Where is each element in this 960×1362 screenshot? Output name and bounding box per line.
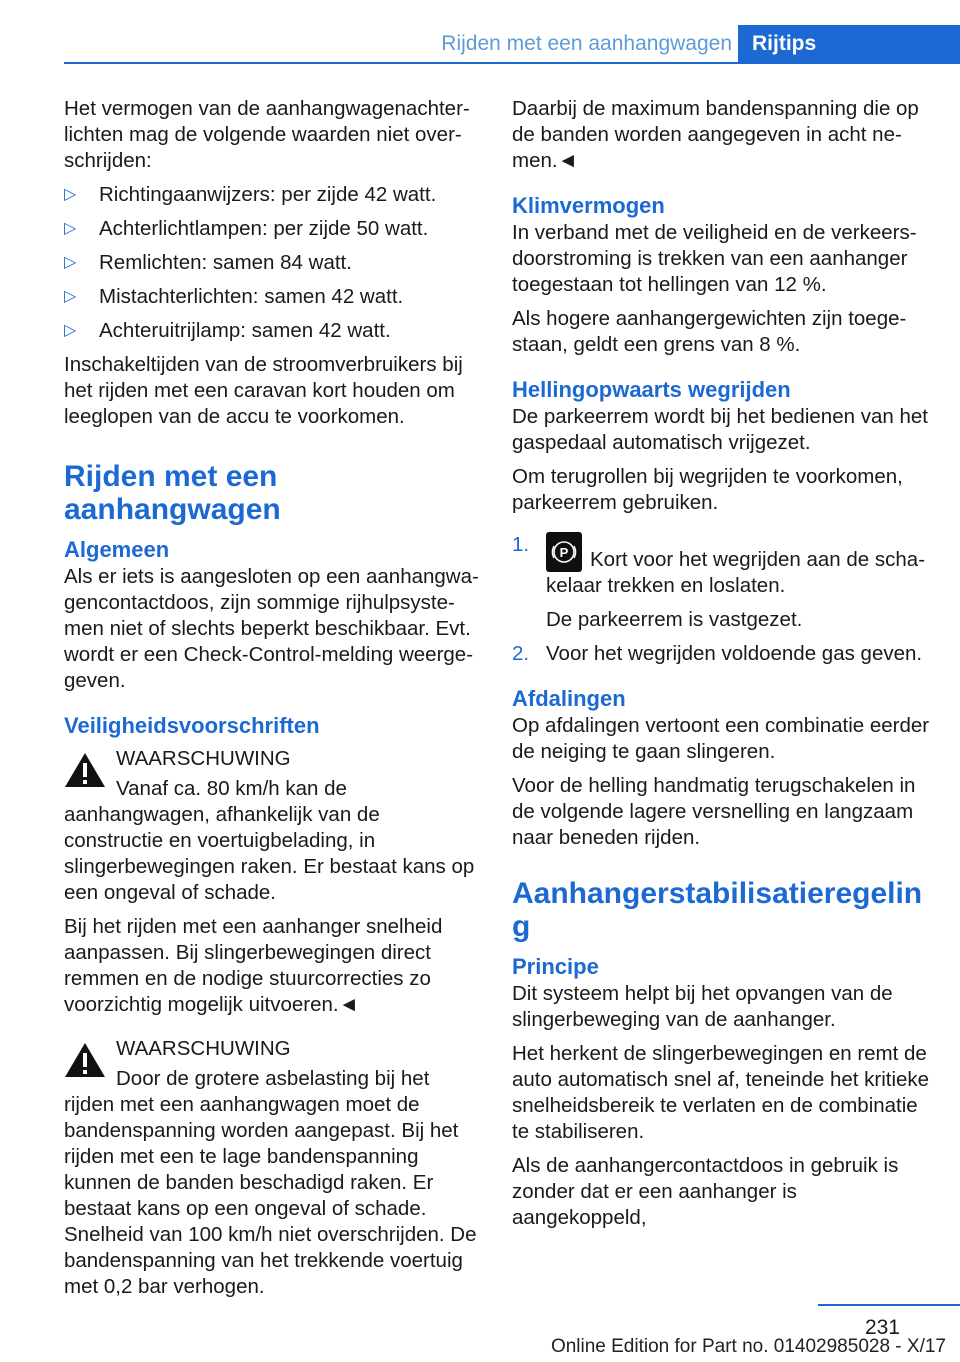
hell-paragraph-1: De parkeerrem wordt bij het bedienen van het gaspedaal automatisch vrijgezet. — [512, 405, 928, 454]
triangle-bullet-icon: ▷ — [64, 254, 77, 271]
hell-paragraph-2: Om terugrollen bij wegrijden te voorkomen, parkeerrem gebruiken. — [512, 465, 903, 514]
page-number: 231 — [864, 1316, 900, 1339]
warning-triangle-icon — [64, 752, 106, 788]
list-item: ▷ Remlichten: samen 84 watt. — [64, 251, 352, 274]
triangle-bullet-icon: ▷ — [64, 288, 77, 305]
klim-paragraph-2: Als hogere aanhangergewichten zijn toegestaan, geldt een grens van 8 %. — [512, 307, 907, 356]
svg-text:P: P — [559, 545, 569, 560]
step-number: 1. — [512, 533, 530, 556]
list-item: ▷ Achteruitrijlamp: samen 42 watt. — [64, 319, 391, 342]
warning-text-2: Bij het rijden met een aanhanger snelheid aanpassen. Bij slingerbewegingen direct remmen en de nodige stuurcorrecties zo voorzichtig mogelijk uitvoeren.◄ — [64, 915, 443, 1016]
afd-paragraph-2: Voor de helling handmatig terugschakelen in de volgende lagere versnelling en langzaam naar beneden rijden. — [512, 774, 916, 849]
list-item — [512, 641, 932, 667]
warning-text: Door de grotere asbelasting bij het rijden met een aanhangwagen moet de bandenspanning worden aangepast. Bij het rijden met een te lage bandenspanning kunnen de banden beschadigd raken. Er bestaat kans op een ongeval of schade. Snelheid van 100 km/h niet overschrijden. De bandenspanning van het trekkende voertuig met 0,2 bar verhogen. — [64, 1067, 477, 1298]
list-item: ▷ Achterlichtlampen: per zijde 50 watt. — [64, 217, 429, 240]
warning-text: Vanaf ca. 80 km/h kan de aanhangwagen, afhankelijk van de constructie en voertuigbelading, in slingerbewegingen raken. Er bestaat kans op een ongeval of schade. — [64, 777, 475, 904]
step-number: 2. — [512, 642, 530, 665]
warning-block-1 — [64, 746, 484, 772]
principe-paragraph-1: Dit systeem helpt bij het opvangen van de slingerbeweging van de aanhanger. — [512, 982, 893, 1031]
intro-paragraph: Het vermogen van de aanhangwagenachterlichten mag de volgende waarden niet overschrijden: — [64, 97, 470, 172]
step-text: Voor het wegrijden voldoende gas geven. — [546, 642, 923, 665]
subsection-title-principe: Principe — [512, 954, 599, 979]
list-item: ▷ Mistachterlichten: samen 42 watt. — [64, 285, 404, 308]
principe-paragraph-2: Het herkent de slingerbewegingen en remt de auto automatisch snel af, teneinde het kritieke snelheidsbereik te verlaten en de combinatie te stabiliseren. — [512, 1042, 930, 1143]
triangle-bullet-icon: ▷ — [64, 186, 77, 203]
principe-paragraph-3: Als de aanhangercontactdoos in gebruik is zonder dat er een aanhanger is aangekoppeld, — [512, 1154, 899, 1229]
subsection-title-hellingopwaarts: Hellingopwaarts wegrijden — [512, 377, 791, 402]
edition-footer: Online Edition for Part no. 01402985028 - X/17 — [550, 1336, 946, 1357]
wattage-list — [64, 182, 484, 344]
right-column — [512, 96, 932, 1239]
warning-block-2 — [64, 1036, 484, 1062]
section-title: Rijden met een aanhangwagen — [64, 460, 281, 526]
left-column — [64, 96, 484, 1308]
subsection-title-algemeen: Algemeen — [64, 537, 170, 562]
afd-paragraph-1: Op afdalingen vertoont een combinatie eerder de neiging te gaan slingeren. — [512, 714, 930, 763]
step-sub-text: De parkeerrem is vastgezet. — [546, 608, 803, 631]
section-title-stabilisatie: Aanhangerstabilisatieregelin g — [512, 877, 923, 943]
triangle-bullet-icon: ▷ — [64, 322, 77, 339]
algemeen-paragraph: Als er iets is aangesloten op een aanhangwagencontactdoos, zijn sommige rijhulpsystemen niet of slechts beperkt beschikbaar. Evt. wordt er een Check-Control-melding weergegeven. — [64, 565, 479, 692]
subsection-title-veiligheid: Veiligheidsvoorschriften — [64, 713, 320, 738]
header-rule — [64, 62, 960, 64]
warning-triangle-icon — [64, 1042, 106, 1078]
continued-paragraph: Daarbij de maximum bandenspanning die op de banden worden aangegeven in acht nemen.◄ — [512, 97, 919, 172]
step-text: Kort voor het wegrijden aan de schakelaar trekken en loslaten. — [546, 548, 926, 597]
warning-title: WAARSCHUWING — [116, 747, 291, 770]
klim-paragraph-1: In verband met de veiligheid en de verkeersdoorstroming is trekken van een aanhanger toegestaan tot hellingen van 12 %. — [512, 221, 917, 296]
list-item — [512, 532, 932, 633]
battery-paragraph: Inschakeltijden van de stroomverbruikers bij het rijden met een caravan kort houden om leeglopen van de accu te voorkomen. — [64, 353, 463, 428]
running-header-chapter-tab: Rijtips — [738, 25, 960, 62]
list-item: ▷ Richtingaanwijzers: per zijde 42 watt. — [64, 183, 437, 206]
steps-list — [512, 532, 932, 667]
subsection-title-afdalingen: Afdalingen — [512, 686, 626, 711]
footer-rule — [818, 1304, 960, 1306]
triangle-bullet-icon: ▷ — [64, 220, 77, 237]
running-header-section: Rijden met een aanhangwagen — [441, 32, 732, 55]
parking-brake-icon — [546, 532, 582, 572]
warning-title: WAARSCHUWING — [116, 1037, 291, 1060]
subsection-title-klimvermogen: Klimvermogen — [512, 193, 665, 218]
